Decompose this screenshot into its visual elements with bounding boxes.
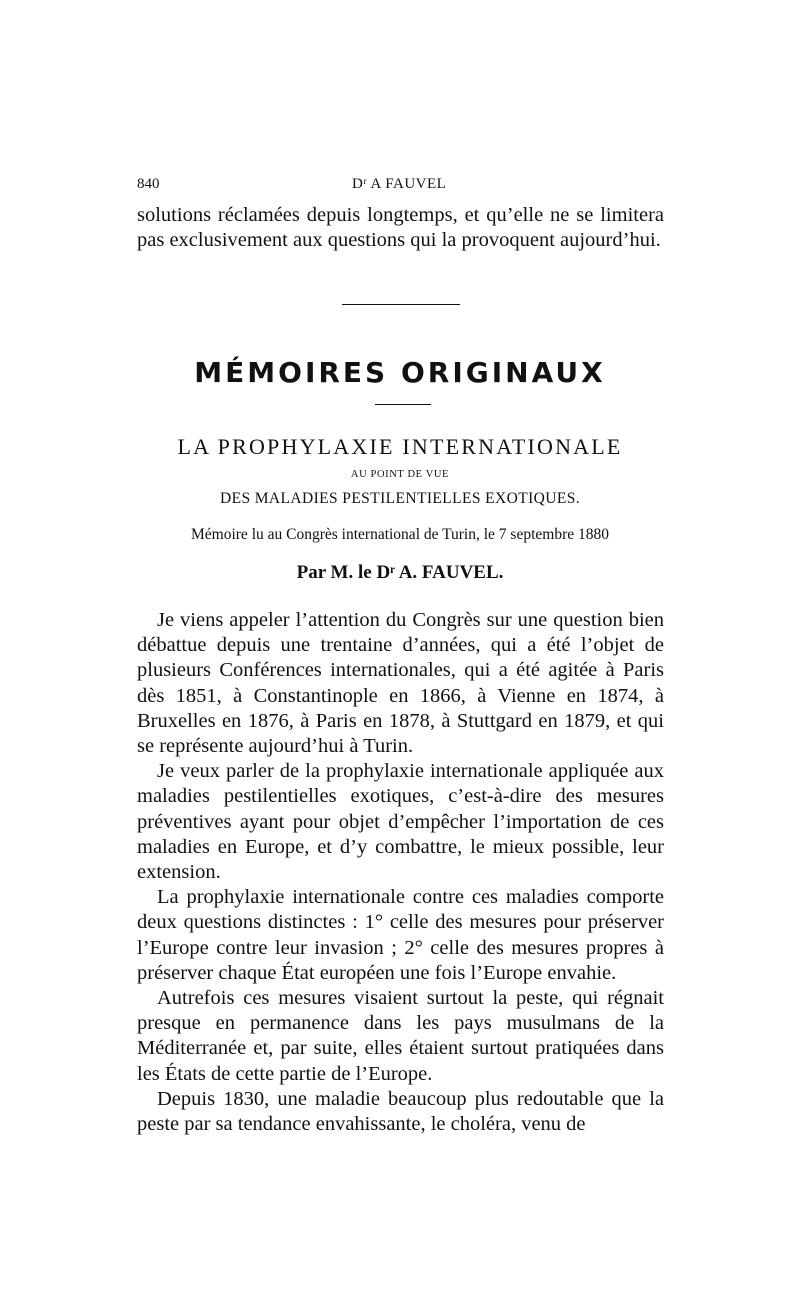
body-paragraph: Autrefois ces mesures visaient surtout la peste, qui régnait presque en permanence dans les pays musulmans de la Méditerranée et, par suite, elles étaient surtout pratiquées dans les États de cette partie de l’Europe. <box>137 987 664 1085</box>
article-title: LA PROPHYLAXIE INTERNATIONALE <box>177 434 623 459</box>
running-head-author: Dʳ A FAUVEL <box>352 176 447 192</box>
article-subtitle-small: AU POINT DE VUE <box>350 469 450 480</box>
byline: Par M. le Dʳ A. FAUVEL. <box>296 562 504 583</box>
memoire-note: Mémoire lu au Congrès international de Turin, le 7 septembre 1880 <box>191 526 609 543</box>
continuation-text <box>137 203 664 253</box>
article-subtitle: DES MALADIES PESTILENTIELLES EXOTIQUES. <box>219 490 580 507</box>
article-body <box>137 608 664 1137</box>
separator-rule <box>342 304 460 305</box>
section-title: MÉMOIRES ORIGINAUX <box>194 356 606 389</box>
title-underline-rule <box>375 404 431 405</box>
body-paragraph: Depuis 1830, une maladie beaucoup plus redoutable que la peste par sa tendance envahissante, le choléra, venu de <box>137 1087 664 1136</box>
continuation-paragraph: solutions réclamées depuis longtemps, et qu’elle ne se limitera pas exclusivement aux questions qui la provoquent aujourd’hui. <box>137 204 664 252</box>
page-number: 840 <box>137 176 160 192</box>
body-paragraph: Je veux parler de la prophylaxie internationale appliquée aux maladies pestilentielles exotiques, c’est-à-dire des mesures préventives ayant pour objet d’empêcher l’importation de ces maladies en Europe, et d’y combattre, le mieux possible, leur extension. <box>137 760 664 884</box>
body-paragraph: Je viens appeler l’attention du Congrès sur une question bien débattue depuis une trentaine d’années, qui a été l’objet de plusieurs Conférences internationales, qui a été agitée à Paris dès 1851, à Constantinople en 1866, à Vienne en 1874, à Bruxelles en 1876, à Paris en 1878, à Stuttgard en 1879, et qui se représente aujourd’hui à Turin. <box>137 609 664 758</box>
running-head <box>137 176 662 196</box>
body-paragraph: La prophylaxie internationale contre ces maladies comporte deux questions distinctes : 1° celle des mesures pour préserver l’Europe contre leur invasion ; 2° celle des mesures propres à préserver chaque État européen une fois l’Europe envahie. <box>137 886 664 984</box>
